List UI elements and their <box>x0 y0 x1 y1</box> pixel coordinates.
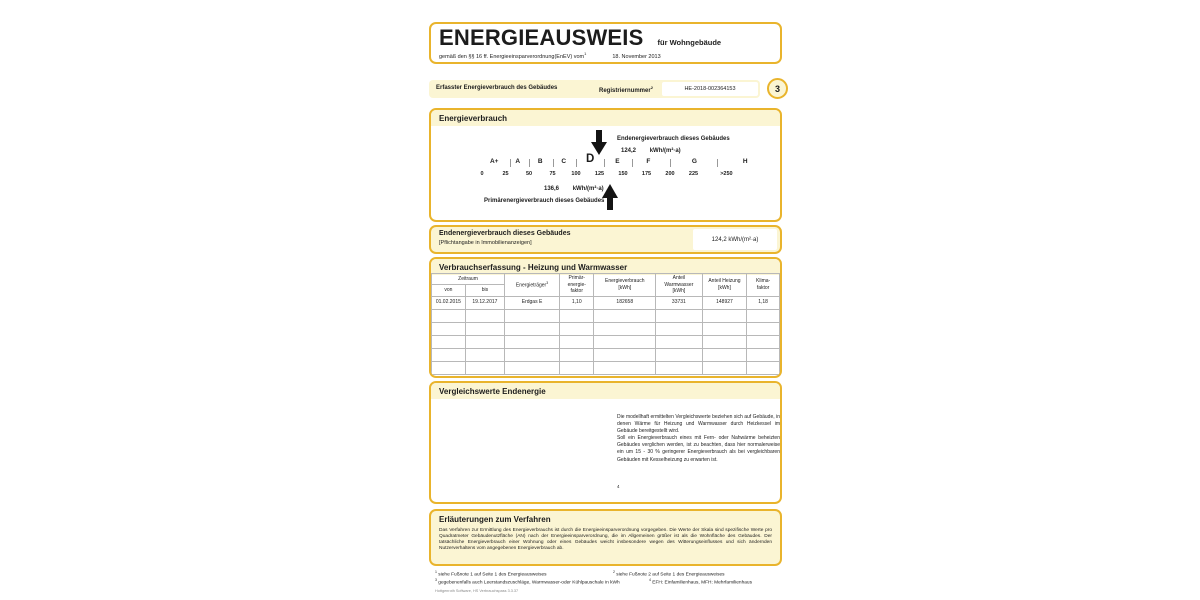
end-energy-label: Endenergieverbrauch dieses Gebäudes <box>617 136 730 142</box>
section-title-vergleichswerte: Vergleichswerte Endenergie <box>431 383 780 399</box>
table-empty-cell <box>656 309 703 322</box>
scale-tick-mark <box>670 159 671 167</box>
table-empty-cell <box>465 335 504 348</box>
table-cell: 01.02.2015 <box>432 296 466 309</box>
primary-energy-value-row <box>544 186 604 192</box>
scale-tick-label: 0 <box>480 171 484 177</box>
comparison-text <box>617 414 780 464</box>
table-empty-cell <box>747 322 780 335</box>
comparison-paragraph: Soll ein Energieverbrauch eines mit Fern- oder Nahwärme beheizten Gebäudes verglichen werden, ist zu beachten, dass hier normalerweise ein um 15 - 30 % geringerer Energieverbrauch als bei vergleichbaren Gebäuden mit Kesselheizung zu erwarten ist. <box>617 435 780 463</box>
table-empty-cell <box>594 361 656 374</box>
energy-certificate-document <box>427 8 787 596</box>
table-header-cell: Anteil Warmwasser [kWh] <box>656 274 703 297</box>
scale-tick-label: 225 <box>688 171 699 177</box>
registration-number-label <box>599 85 653 94</box>
scale-tick-mark <box>632 159 633 167</box>
end-energy-value: 124,2 <box>621 148 637 154</box>
table-empty-cell <box>702 322 747 335</box>
section-title-erlaeuterungen: Erläuterungen zum Verfahren <box>439 515 551 524</box>
table-empty-cell <box>505 309 560 322</box>
table-cell: 148927 <box>702 296 747 309</box>
registration-label-text: Registriernummer <box>599 88 651 94</box>
scale-tick-label: >250 <box>720 171 733 177</box>
banner-value: 124,2 kWh/(m²·a) <box>693 229 777 250</box>
explanation-box <box>429 509 782 566</box>
section-title-energieverbrauch: Energieverbrauch <box>431 110 780 126</box>
consumption-table-box <box>429 257 782 378</box>
end-energy-banner <box>429 225 782 254</box>
comparison-box <box>429 381 782 504</box>
scale-tick-label: 125 <box>594 171 605 177</box>
scale-class-H: H <box>742 158 748 165</box>
table-empty-cell <box>432 361 466 374</box>
footnote-3-marker: 3 <box>435 578 437 582</box>
table-empty-cell <box>505 335 560 348</box>
table-header-cell: Anteil Heizung [kWh] <box>702 274 747 297</box>
scale-tick-mark <box>576 159 577 167</box>
table-empty-cell <box>594 322 656 335</box>
banner-subtitle: [Pflichtangabe in Immobilienanzeigen] <box>439 240 532 246</box>
table-cell: 1,18 <box>747 296 780 309</box>
scale-class-G: G <box>691 158 697 165</box>
scale-class-A: A <box>515 158 521 165</box>
table-header-cell: von <box>432 285 466 296</box>
end-energy-value-row <box>621 148 681 154</box>
title-box <box>429 22 782 64</box>
table-empty-cell <box>747 335 780 348</box>
comparison-footnote-marker: 4 <box>617 484 620 489</box>
table-empty-cell <box>702 335 747 348</box>
table-empty-cell <box>747 361 780 374</box>
footnote-3-text: gegebenenfalls auch Leerstandszuschläge, Warmwasser-oder Kühlpauschale in kWh <box>438 580 620 586</box>
footnote-1-marker: 1 <box>435 570 437 574</box>
table-empty-cell <box>432 335 466 348</box>
comparison-paragraph: Die modellhaft ermittelten Vergleichswerte beziehen sich auf Gebäude, in denen Wärme für Heizung und Warmwasser durch Heizkessel im Gebäude bereitgestellt wird. <box>617 414 780 435</box>
footnote-2 <box>613 570 725 578</box>
table-header-cell: Zeitraum <box>432 274 505 285</box>
footnote-1-text: siehe Fußnote 1 auf Seite 1 des Energieausweises <box>438 572 547 578</box>
law-footnote-marker: 1 <box>584 51 587 56</box>
law-reference <box>439 51 772 60</box>
scale-class-F: F <box>646 158 651 165</box>
title-row <box>439 27 772 49</box>
footnote-3 <box>435 578 620 586</box>
table-empty-cell <box>747 309 780 322</box>
table-empty-cell <box>560 361 594 374</box>
scale-tick-label: 75 <box>549 171 556 177</box>
table-empty-cell <box>432 322 466 335</box>
document-subtitle: für Wohngebäude <box>657 38 722 47</box>
table-header-cell: Energieträger$^3$ <box>505 274 560 297</box>
footnote-4 <box>649 578 752 586</box>
scale-tick-label: 50 <box>525 171 533 177</box>
scale-tick-label: 100 <box>571 171 581 177</box>
scale-tick-label: 25 <box>502 171 509 177</box>
table-cell: 19.12.2017 <box>465 296 504 309</box>
registration-number-value: HE-2018-002364153 <box>662 82 758 96</box>
table-header-cell: bis <box>465 285 504 296</box>
end-energy-unit: kWh/(m²·a) <box>649 148 681 154</box>
table-empty-cell <box>465 348 504 361</box>
table-header-cell: Energieverbrauch [kWh] <box>594 274 656 297</box>
table-empty-row <box>432 309 780 322</box>
table-empty-cell <box>747 348 780 361</box>
energy-scale-body <box>431 128 780 220</box>
captured-consumption-label: Erfasster Energieverbrauch des Gebäudes <box>436 85 558 91</box>
table-header-cell: Primär- energie- faktor <box>560 274 594 297</box>
scale-tick-mark <box>604 159 605 167</box>
table-row <box>432 296 780 309</box>
primary-energy-arrow-icon <box>602 184 618 210</box>
primary-energy-unit: kWh/(m²·a) <box>572 186 604 192</box>
table-empty-row <box>432 322 780 335</box>
table-cell: 1,10 <box>560 296 594 309</box>
table-empty-cell <box>702 348 747 361</box>
table-empty-cell <box>560 335 594 348</box>
footnote-2-marker: 2 <box>613 570 615 574</box>
scale-tick-label: 200 <box>665 171 675 177</box>
table-empty-cell <box>432 309 466 322</box>
table-empty-cell <box>560 309 594 322</box>
section-title-verbrauchserfassung: Verbrauchserfassung - Heizung und Warmwasser <box>431 259 780 275</box>
table-empty-cell <box>465 361 504 374</box>
software-credit: Hottgenroth Software, HS Verbrauchspass 3.3.37 <box>435 589 519 593</box>
table-cell: Erdgas E <box>505 296 560 309</box>
table-empty-cell <box>702 361 747 374</box>
scale-class-E: E <box>615 158 620 165</box>
consumption-scale-box <box>429 108 782 222</box>
table-empty-cell <box>560 348 594 361</box>
table-empty-cell <box>594 335 656 348</box>
end-energy-arrow-icon <box>591 130 607 155</box>
table-empty-cell <box>505 322 560 335</box>
table-empty-row <box>432 361 780 374</box>
consumption-table <box>431 273 780 375</box>
table-cell: 33731 <box>656 296 703 309</box>
law-date: 18. November 2013 <box>612 53 661 60</box>
scale-tick-label: 150 <box>618 171 628 177</box>
table-empty-cell <box>505 348 560 361</box>
scale-class-D: D <box>585 153 595 165</box>
footnote-4-marker: 4 <box>649 578 651 582</box>
document-title: ENERGIEAUSWEIS <box>439 25 644 50</box>
table-empty-cell <box>594 309 656 322</box>
table-empty-cell <box>505 361 560 374</box>
table-empty-cell <box>702 309 747 322</box>
scale-class-C: C <box>561 158 567 165</box>
registration-strip <box>429 80 760 98</box>
footnote-4-text: EFH: Einfamilienhaus, MFH: Mehrfamilienhaus <box>652 580 753 586</box>
table-empty-row <box>432 348 780 361</box>
explanation-text: Das Verfahren zur Ermittlung des Energieverbrauchs ist durch die Energieeinsparverordnung vorgegeben. Die Werte der Skala sind spezifische Werte pro Quadratmeter Gebäudenutzfläche (AN) nach der Energieeinsparverordnung, die im Allgemeinen größer ist als die Wohnfläche des Gebäudes. Der tatsächliche Energieverbrauch einer Wohnung oder eines Gebäudes weicht insbesondere wegen des Witterungseinflusses und sich ändernden Nutzerverhaltens vom angegebenen Energieverbrauch ab. <box>439 528 772 551</box>
scale-tick-mark <box>553 159 554 167</box>
primary-energy-value: 136,6 <box>544 186 560 192</box>
page-number-badge <box>767 78 788 99</box>
table-empty-cell <box>560 322 594 335</box>
table-empty-cell <box>465 322 504 335</box>
scale-tick-mark <box>529 159 530 167</box>
scale-class-A+: A+ <box>489 158 499 165</box>
page-number: 3 <box>774 83 780 94</box>
scale-class-B: B <box>537 158 543 165</box>
footnote-2-text: siehe Fußnote 2 auf Seite 1 des Energieausweises <box>616 572 725 578</box>
scale-tick-mark <box>717 159 718 167</box>
banner-title: Endenergieverbrauch dieses Gebäudes <box>439 230 571 237</box>
table-empty-cell <box>465 309 504 322</box>
table-empty-row <box>432 335 780 348</box>
scale-tick-mark <box>510 159 511 167</box>
table-empty-cell <box>656 348 703 361</box>
table-empty-cell <box>594 348 656 361</box>
table-empty-cell <box>656 361 703 374</box>
table-empty-cell <box>656 335 703 348</box>
registration-footnote-marker: 2 <box>650 85 653 90</box>
scale-tick-label: 175 <box>641 171 652 177</box>
law-prefix: gemäß den §§ 16 ff. Energieeinsparverordnung(EnEV) vom <box>439 53 585 60</box>
footnote-1 <box>435 570 547 578</box>
table-empty-cell <box>432 348 466 361</box>
table-empty-cell <box>656 322 703 335</box>
primary-energy-label: Primärenergieverbrauch dieses Gebäudes <box>484 198 605 204</box>
table-cell: 182658 <box>594 296 656 309</box>
table-header-cell: Klima- faktor <box>747 274 780 297</box>
